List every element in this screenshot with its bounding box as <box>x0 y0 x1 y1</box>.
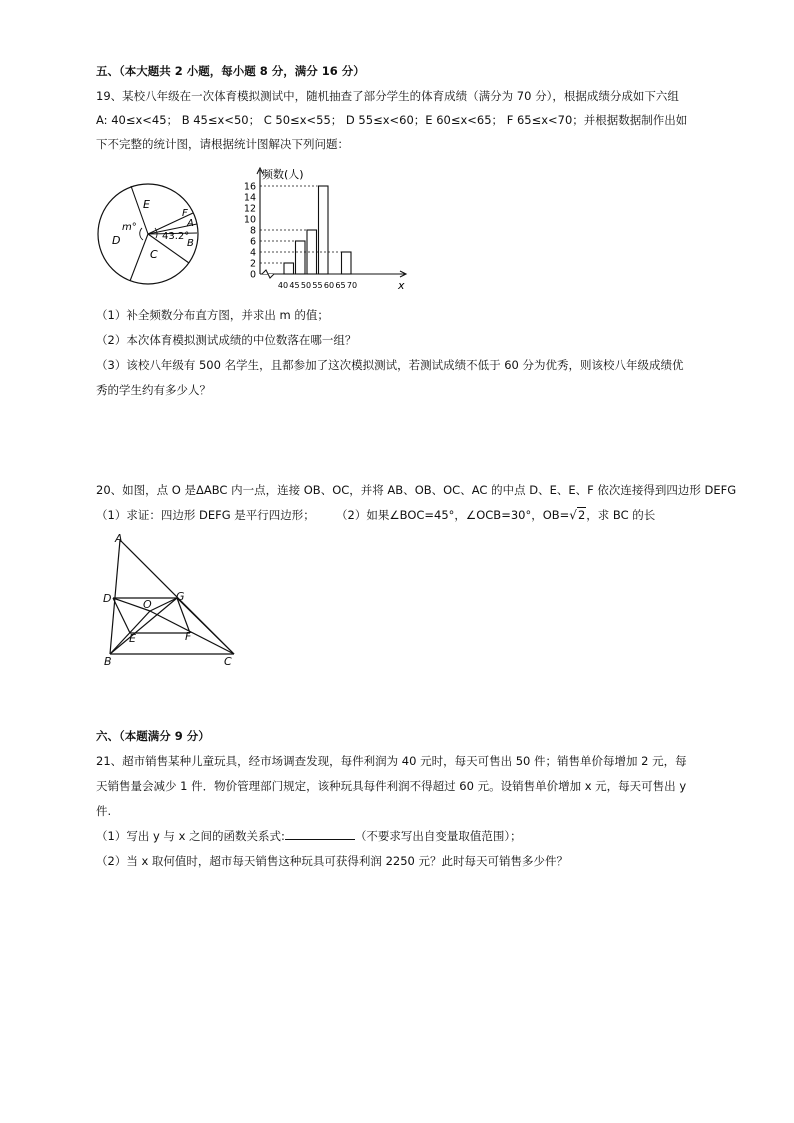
segment-ab <box>110 540 120 654</box>
q21-sub1-prefix: （1）写出 y 与 x 之间的函数关系式: <box>96 829 285 843</box>
x-tick-label: 40 <box>277 281 289 290</box>
q20-sub1: （1）求证：四边形 DEFG 是平行四边形； <box>96 508 315 522</box>
pie-angle-arc-m <box>140 228 143 240</box>
q19-line2: A: 40≤x<45； B 45≤x<50； C 50≤x<55； D 55≤x<60；E 60≤x<65； F 65≤x<70；并根据数据制作出如 <box>96 113 688 127</box>
q21-line2: 天销售量会减少 1 件．物价管理部门规定，该种玩具每件利润不得超过 60 元。设销售单价增加 x 元，每天可售出 y <box>96 779 687 793</box>
x-axis-label: x <box>398 279 405 292</box>
histogram-chart <box>226 160 416 295</box>
q21-sub2: （2）当 x 取何值时，超市每天销售这种玩具可获得利润 2250 元？此时每天可销售多少件？ <box>96 854 569 868</box>
histogram-bar <box>342 252 352 274</box>
q19-sub1: （1）补全频数分布直方图，并求出 m 的值； <box>96 308 329 322</box>
x-tick-label: 50 <box>300 281 312 290</box>
x-tick-label: 60 <box>323 281 335 290</box>
q20-sub2-suffix: ，求 BC 的长 <box>586 508 656 522</box>
point-label-c: C <box>224 655 232 668</box>
q19-sub3-line1: （3）该校八年级有 500 名学生，且都参加了这次模拟测试，若测试成绩不低于 60 分为优秀，则该校八年级成绩优 <box>96 358 684 372</box>
segment-gc <box>177 598 234 654</box>
y-tick-label: 16 <box>243 181 256 193</box>
pie-label-d: D <box>112 234 121 247</box>
sqrt-symbol: √ <box>569 508 577 522</box>
q20-sub2-prefix: （2）如果∠BOC=45°，∠OCB=30°，OB= <box>336 508 570 522</box>
pie-label-f: F <box>182 208 188 219</box>
histogram-bar <box>296 241 306 274</box>
y-axis-label: 频数(人) <box>262 168 304 181</box>
y-tick-label: 2 <box>249 258 256 270</box>
q19-sub3-line2: 秀的学生约有多少人？ <box>96 383 211 397</box>
q21-line3: 件. <box>96 804 112 818</box>
q21-sub1 <box>96 828 522 844</box>
x-tick-label: 55 <box>312 281 323 290</box>
histogram-bar <box>319 186 329 274</box>
point-label-g: G <box>176 590 185 603</box>
y-tick-label: 12 <box>243 203 256 215</box>
pie-label-m: m° <box>122 222 137 233</box>
q20-line1: 20、如图，点 O 是ΔABC 内一点，连接 OB、OC，并将 AB、OB、OC、AC 的中点 D、E、E、F 依次连接得到四边形 DEFG <box>96 483 737 497</box>
point-label-a: A <box>115 532 123 545</box>
q19-line3: 下不完整的统计图，请根据统计图解决下列问题： <box>96 137 349 151</box>
section5-heading: 五、（本大题共 2 小题，每小题 8 分，满分 16 分） <box>96 64 365 78</box>
pie-divider-6 <box>130 234 148 281</box>
q20-sub2 <box>336 507 655 523</box>
q21-line1: 21、超市销售某种儿童玩具，经市场调查发现，每件利润为 40 元时，每天可售出 50 件；销售单价每增加 2 元，每 <box>96 754 687 768</box>
y-tick-label: 10 <box>243 214 256 226</box>
histogram-bar <box>284 263 294 274</box>
pie-chart <box>96 178 208 290</box>
q19-sub2: （2）本次体育模拟测试成绩的中位数落在哪一组？ <box>96 333 357 347</box>
y-tick-label: 8 <box>249 225 256 237</box>
x-tick-label: 45 <box>289 281 300 290</box>
pie-label-angle: 43.2° <box>162 231 190 242</box>
pie-label-c: C <box>150 248 158 261</box>
geometry-figure <box>100 530 245 670</box>
q21-sub1-suffix: （不要求写出自变量取值范围）； <box>354 829 522 843</box>
y-tick-label: 0 <box>249 269 256 281</box>
x-tick-label: 70 <box>346 281 358 290</box>
answer-blank[interactable] <box>285 828 355 840</box>
y-tick-label: 4 <box>249 247 256 259</box>
x-tick-label: 65 <box>335 281 346 290</box>
q19-line1: 19、某校八年级在一次体育模拟测试中，随机抽查了部分学生的体育成绩（满分为 70 分），根据成绩分成如下六组 <box>96 89 679 103</box>
pie-label-b: B <box>187 238 194 249</box>
point-label-e: E <box>129 632 136 645</box>
pie-label-a: A <box>187 218 194 229</box>
point-label-f: F <box>185 630 192 643</box>
axis-break <box>262 270 274 278</box>
point-label-o: O <box>143 598 152 611</box>
section6-heading: 六、（本题满分 9 分） <box>96 729 210 743</box>
y-tick-label: 14 <box>243 192 256 204</box>
point-label-b: B <box>104 655 112 668</box>
point-label-d: D <box>103 592 112 605</box>
pie-label-e: E <box>143 198 150 211</box>
q20-sub2-radicand: 2 <box>577 508 586 522</box>
y-tick-label: 6 <box>249 236 256 248</box>
